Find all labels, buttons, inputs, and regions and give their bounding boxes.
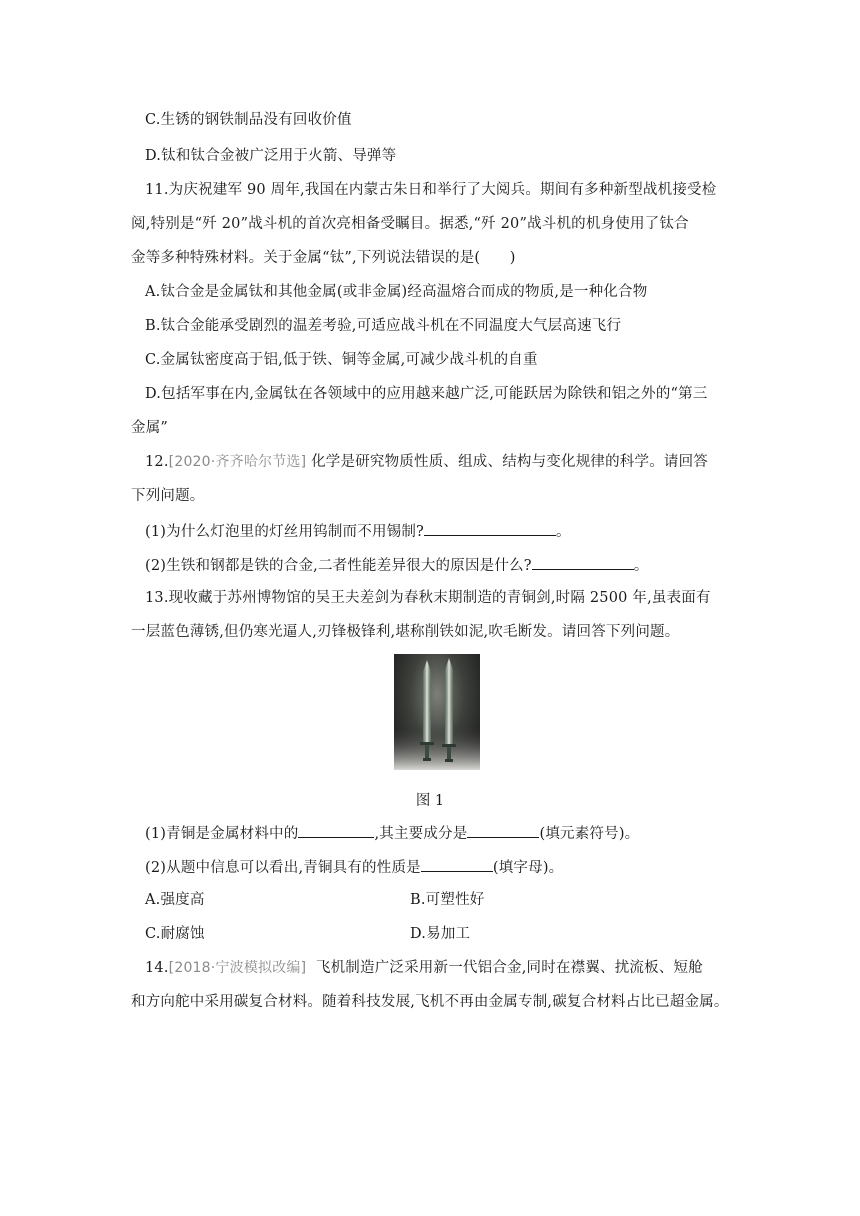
q13-stem-line-1: 13.现收藏于苏州博物馆的吴王夫差剑为春秋末期制造的青铜剑,时隔 2500 年,虽表面有 (145, 590, 711, 606)
q12-stem-text: 化学是研究物质性质、组成、结构与变化规律的科学。请回答 (311, 454, 708, 470)
q14-stem-line-2: 和方向舵中采用碳复合材料。随着科技发展,飞机不再由金属专制,碳复合材料占比已超金属。 (131, 994, 729, 1010)
q13-subquestion-2 (145, 856, 563, 878)
q13-subquestion-1 (145, 822, 639, 844)
q12-sub2-text: (2)生铁和钢都是铁的合金,二者性能差异很大的原因是什么? (145, 558, 532, 574)
q12-sub1-answer-blank[interactable] (424, 520, 556, 536)
bronze-sword-photo (394, 654, 480, 770)
q14-stem-line-1 (145, 958, 703, 978)
q11-option-a: A.钛合金是金属钛和其他金属(或非金属)经高温熔合而成的物质,是一种化合物 (145, 284, 648, 300)
q12-sub1-text: (1)为什么灯泡里的灯丝用钨制而不用锡制? (145, 524, 425, 540)
q13-sub1-text-b: ,其主要成分是 (374, 826, 468, 842)
q11-option-b: B.钛合金能承受剧烈的温差考验,可适应战斗机在不同温度大气层高速飞行 (145, 318, 622, 334)
q13-option-d: D.易加工 (410, 926, 471, 942)
q11-stem-line-3: 金等多种特殊材料。关于金属“钛”,下列说法错误的是( ) (131, 250, 516, 266)
q13-sub1-blank-1[interactable] (298, 822, 374, 838)
q11-stem-line-1: 11.为庆祝建军 90 周年,我国在内蒙古朱日和举行了大阅兵。期间有多种新型战机接受检 (145, 182, 717, 198)
q11-stem-line-2: 阅,特别是“歼 20”战斗机的首次亮相备受瞩目。据悉,“歼 20”战斗机的机身使用了钛合 (131, 216, 689, 232)
q13-sub2-text-a: (2)从题中信息可以看出,青铜具有的性质是 (145, 860, 421, 876)
q14-source-tag: [2018·宁波模拟改编] (168, 960, 307, 976)
q12-subquestion-1 (145, 520, 571, 542)
q12-source-tag: [2020·齐齐哈尔节选] (168, 454, 307, 470)
q11-option-c: C.金属钛密度高于铝,低于铁、铜等金属,可减少战斗机的自重 (145, 352, 538, 368)
q12-stem-line-1 (145, 452, 708, 472)
q12-stem-line-2: 下列问题。 (131, 488, 205, 504)
q12-sub2-answer-blank[interactable] (532, 554, 634, 570)
q10-option-c: C.生锈的钢铁制品没有回收价值 (145, 112, 352, 128)
figure-caption: 图 1 (415, 793, 445, 809)
bronze-swords-image (394, 654, 480, 770)
q12-sub1-end: 。 (556, 524, 571, 540)
right-sword (442, 658, 456, 762)
q14-number: 14. (145, 960, 169, 976)
q10-option-d: D.钛和钛合金被广泛用于火箭、导弹等 (145, 148, 397, 164)
q14-stem-text: 飞机制造广泛采用新一代铝合金,同时在襟翼、扰流板、短舱 (315, 960, 703, 976)
q13-sub2-text-b: (填字母)。 (492, 860, 564, 876)
q12-sub2-end: 。 (633, 558, 649, 574)
q13-stem-line-2: 一层蓝色薄锈,但仍寒光逼人,刃锋极锋利,堪称削铁如泥,吹毛断发。请回答下列问题。 (131, 624, 680, 640)
q13-option-b: B.可塑性好 (410, 892, 485, 908)
q11-option-d-line-1: D.包括军事在内,金属钛在各领域中的应用越来越广泛,可能跃居为除铁和铝之外的“第三 (145, 386, 708, 402)
q13-sub1-text-c: (填元素符号)。 (539, 826, 640, 842)
q12-subquestion-2 (145, 554, 648, 576)
q13-option-a: A.强度高 (145, 892, 205, 908)
q11-option-d-line-2: 金属” (131, 420, 169, 436)
q13-sub1-blank-2[interactable] (467, 822, 539, 838)
q13-option-c: C.耐腐蚀 (145, 926, 205, 942)
q13-sub2-blank[interactable] (421, 856, 493, 872)
q12-number: 12. (145, 454, 169, 470)
q13-sub1-text-a: (1)青铜是金属材料中的 (145, 826, 299, 842)
